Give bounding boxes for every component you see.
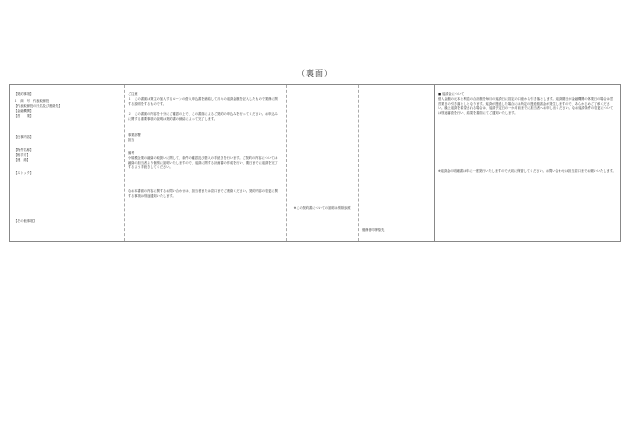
remarks-paragraph: なお本書面の内容に関するお問い合わせは、担当者または窓口までご連絡ください。契約内容の変更に関する事項は別途通知いたします。 — [128, 189, 278, 198]
item-line: 【契約事項】 — [14, 92, 34, 96]
item-line: 【物件名称】 — [14, 148, 34, 152]
repayment-paragraph: 借入金額の元本と利息の合計額を毎月の返済日に指定の口座から引き落とします。返済期日が金融機関の休業日の場合は翌営業日の引き落としとなります。返済が遅延した場合には所定の遅延損害金が発生しますので、あらかじめご了承ください。繰上返済を希望される場合は、返済予定日の一か月前までに担当者へお申し出ください。なお返済条件の変更については別途審査を行い、結果を書面にてご通知いたします。 — [438, 97, 614, 115]
reference-column — [286, 85, 359, 241]
item-line: 【営 業】 — [14, 114, 34, 118]
item-line: 【その他事項】 — [14, 219, 37, 223]
reference-note: ※この契約書についての説明は別紙参照 — [293, 206, 351, 210]
item-line: 【仕事内容】 — [14, 135, 34, 139]
page-title: （裏面） — [297, 69, 333, 78]
repayment-note: ※返済金の明細書は年に一度発行いたしますので大切に保管してください。お問い合わせは担当窓口までお願いいたします。 — [438, 169, 616, 173]
item-line: 【連 絡】 — [14, 158, 30, 162]
notice-paragraph: ２ この書面の内容を十分にご確認の上で、この書面によるご契約の申込みを行ってください。お申込みに関する重要事項の説明は契約書の締結によって完了します。 — [128, 112, 278, 121]
notice-column — [124, 85, 287, 241]
item-line: 【相手方】 — [14, 153, 30, 157]
remarks-label: 備考 — [128, 151, 135, 155]
document-table — [9, 84, 621, 242]
repayment-column — [434, 85, 622, 241]
department-label: 事業部署 — [128, 133, 141, 137]
item-line: 【代表取締役の氏名及び連絡先】 — [14, 104, 62, 108]
remarks-paragraph: 小規模企業の融資の取扱いに関して、条件の確認及び借入の手続きを行います。ご契約の内容については融資の担当者より個別に説明いたしますので、返済に関する計画書の作成を行い、期日までに返済を完了するよう手続きしてください。 — [128, 156, 278, 170]
item-line: 【金融機関】 — [14, 109, 34, 113]
department-value: 担当 — [128, 138, 135, 142]
contract-items-column — [10, 85, 125, 241]
notice-heading: ご注意 — [128, 92, 138, 96]
item-line: １ 商 号 代表取締役 — [14, 99, 50, 103]
repayment-heading: ■ 返済金について — [438, 92, 465, 96]
item-line: 【ストック】 — [14, 171, 34, 175]
seal-label: 債務者印押捺先 — [362, 228, 385, 232]
notice-paragraph: １ この書面は貸主の加入するローンの借入申込書を締結して月々の返済金額を記入したもので業務に関する説明をするものです。 — [128, 97, 278, 106]
seal-column — [358, 85, 435, 241]
